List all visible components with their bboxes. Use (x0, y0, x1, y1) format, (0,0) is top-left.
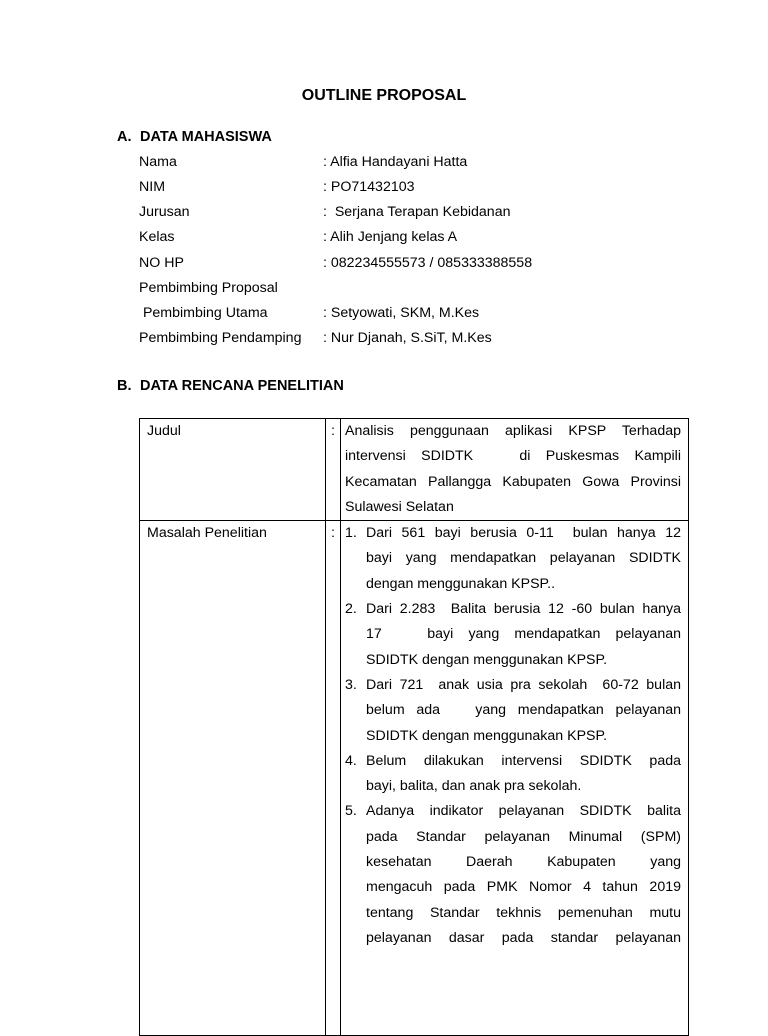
masalah-colon: : (326, 521, 341, 1036)
field-value: : Serjana Terapan Kebidanan (323, 204, 511, 220)
document-title: OUTLINE PROPOSAL (301, 87, 467, 104)
judul-value (341, 419, 689, 521)
section-b-title: DATA RENCANA PENELITIAN (140, 378, 344, 394)
list-line: SDIDTK dengan menggunakan KPSP. (366, 651, 608, 668)
field-value: : 082234555573 / 085333388558 (323, 255, 533, 271)
list-line: 17 bayi yang mendapatkan pelayanan (366, 626, 681, 643)
field-value: : Alih Jenjang kelas A (323, 229, 458, 245)
field-value: : Setyowati, SKM, M.Kes (323, 305, 480, 321)
field-value: : PO71432103 (323, 179, 415, 195)
list-line: Adanya indikator pelayanan SDIDTK balita (366, 803, 681, 820)
list-line: Belum dilakukan intervensi SDIDTK pada (366, 752, 681, 769)
field-label: NIM (139, 179, 166, 195)
list-line: belum ada yang mendapatkan pelayanan (366, 702, 681, 719)
list-item (345, 799, 681, 951)
list-line: kesehatan Daerah Kabupaten yang (366, 854, 681, 871)
judul-line: Analisis penggunaan aplikasi KPSP Terhadap (345, 423, 681, 439)
table-row-judul (140, 419, 689, 521)
field-label: Kelas (139, 229, 175, 245)
list-item (345, 673, 681, 749)
judul-label: Judul (140, 419, 326, 521)
judul-colon: : (326, 419, 341, 521)
field-label: NO HP (139, 255, 184, 271)
list-number: 5. (345, 803, 357, 820)
list-line: pada Standar pelayanan Minumal (SPM) (366, 828, 681, 845)
field-value: : Nur Djanah, S.SiT, M.Kes (323, 330, 492, 346)
list-item (345, 749, 681, 800)
table-row-masalah (140, 521, 689, 1036)
list-line: Dari 721 anak usia pra sekolah 60-72 bulan (366, 676, 681, 693)
judul-line: Sulawesi Selatan (345, 498, 454, 515)
list-number: 1. (345, 525, 357, 542)
masalah-label: Masalah Penelitian (140, 521, 326, 1036)
masalah-value (341, 521, 689, 1036)
section-b-number: B. (117, 378, 132, 394)
list-number: 2. (345, 601, 357, 618)
field-label: Pembimbing Pendamping (139, 330, 302, 346)
list-line: bayi, balita, dan anak pra sekolah. (366, 778, 582, 795)
section-b-heading (117, 378, 344, 394)
field-label: Pembimbing Proposal (139, 280, 278, 296)
list-number: 4. (345, 752, 357, 769)
field-label: Pembimbing Utama (139, 305, 268, 321)
list-item (345, 597, 681, 673)
masalah-list (345, 521, 681, 951)
list-item (345, 521, 681, 597)
list-line: SDIDTK dengan menggunakan KPSP. (366, 727, 608, 744)
section-a-heading (117, 129, 272, 145)
list-line: mengacuh pada PMK Nomor 4 tahun 2019 (366, 879, 681, 896)
list-line: pelayanan dasar pada standar pelayanan (366, 929, 681, 946)
list-line: Dari 2.283 Balita berusia 12 -60 bulan hanya (366, 601, 681, 618)
list-line: tentang Standar tekhnis pemenuhan mutu (366, 904, 681, 921)
list-line: bayi yang mendapatkan pelayanan SDIDTK (366, 550, 681, 567)
list-number: 3. (345, 676, 357, 693)
field-label: Jurusan (139, 204, 190, 220)
list-line: Dari 561 bayi berusia 0-11 bulan hanya 12 (366, 525, 681, 542)
list-line: dengan menggunakan KPSP.. (366, 575, 556, 592)
field-value: : Alfia Handayani Hatta (323, 154, 468, 170)
section-a-number: A. (117, 129, 132, 145)
section-a-title: DATA MAHASISWA (140, 129, 272, 145)
judul-line: Kecamatan Pallangga Kabupaten Gowa Provinsi (345, 473, 681, 490)
research-plan-table (139, 418, 689, 1036)
judul-line: intervensi SDIDTK di Puskesmas Kampili (345, 448, 681, 465)
field-label: Nama (139, 154, 177, 170)
